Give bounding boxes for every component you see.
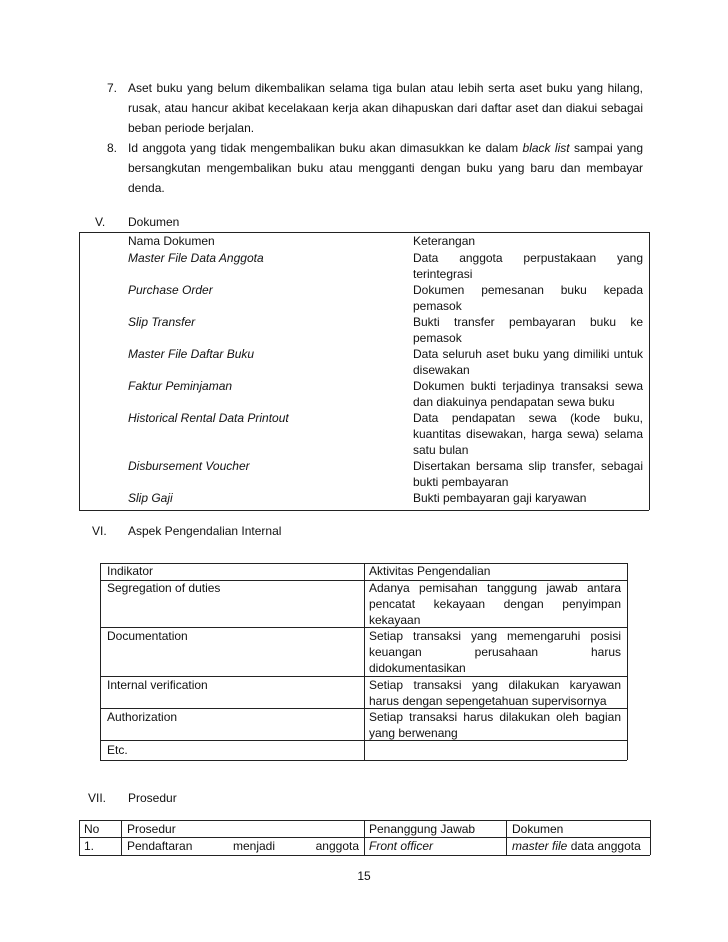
control-activity: Setiap transaksi harus dilakukan oleh bagian <box>369 710 621 724</box>
list-item-text-line: rusak, atau hancur akibat kecelakaan kerja akan dihapuskan dari daftar aset dan diakui sebagai <box>128 101 643 115</box>
indicator: Internal verification <box>107 678 208 692</box>
list-number: 8. <box>107 141 118 155</box>
document-desc: Data seluruh aset buku yang dimiliki untuk <box>413 347 643 361</box>
indicator: Authorization <box>107 710 178 724</box>
section-title: Prosedur <box>128 791 177 805</box>
document-name: Master File Daftar Buku <box>128 347 255 361</box>
document-name: Disbursement Voucher <box>128 459 250 473</box>
document-desc: Dokumen bukti terjadinya transaksi sewa <box>413 379 643 393</box>
document-desc: pemasok <box>413 331 462 345</box>
document-desc: Bukti transfer pembayaran buku ke <box>413 315 643 329</box>
table-header-responsible: Penanggung Jawab <box>369 822 476 836</box>
control-activity: Setiap transaksi yang memengaruhi posisi <box>369 629 621 643</box>
document-name: Master File Data Anggota <box>128 251 264 265</box>
document-name: Historical Rental Data Printout <box>128 411 289 425</box>
procedure-no: 1. <box>84 839 95 853</box>
document-desc: Dokumen pemesanan buku kepada <box>413 283 643 297</box>
table-header-desc: Keterangan <box>413 234 476 248</box>
procedure-name: Pendaftaran menjadi anggota <box>127 839 359 853</box>
list-item-text-line: beban periode berjalan. <box>128 121 255 135</box>
section-number: VI. <box>92 524 107 538</box>
document-desc: Data anggota perpustakaan yang <box>413 251 643 265</box>
table-header-procedure: Prosedur <box>127 822 176 836</box>
control-activity: kekayaan <box>369 613 421 627</box>
table-header-indicator: Indikator <box>107 564 154 578</box>
document-name: Slip Gaji <box>128 491 173 505</box>
page-number: 15 <box>357 869 371 883</box>
procedure-responsible: Front officer <box>369 839 434 853</box>
indicator: Segregation of duties <box>107 581 221 595</box>
section-number: VII. <box>88 791 107 805</box>
document-desc: disewakan <box>413 363 470 377</box>
list-item-text-line: Id anggota yang tidak mengembalikan buku akan dimasukkan ke dalam black list sampai yang <box>128 141 644 155</box>
control-activity: harus dengan sepengetahuan supervisornya <box>369 694 607 708</box>
table-header-name: Nama Dokumen <box>128 234 215 248</box>
document-desc: satu bulan <box>413 443 469 457</box>
table-header-activity: Aktivitas Pengendalian <box>369 564 491 578</box>
document-desc: Bukti pembayaran gaji karyawan <box>413 491 587 505</box>
list-item-text-line: Aset buku yang belum dikembalikan selama tiga bulan atau lebih serta aset buku yang hilang, <box>128 81 643 95</box>
control-activity: pencatat kekayaan dengan penyimpan <box>369 597 621 611</box>
table-header-document: Dokumen <box>512 822 564 836</box>
indicator: Etc. <box>107 743 128 757</box>
control-activity: yang berwenang <box>369 726 458 740</box>
indicator: Documentation <box>107 629 188 643</box>
document-desc: Disertakan bersama slip transfer, sebagai <box>413 459 643 473</box>
document-name: Faktur Peminjaman <box>128 379 233 393</box>
emphasis-text: black list <box>522 141 570 155</box>
document-desc: terintegrasi <box>413 267 473 281</box>
document-name: Slip Transfer <box>128 315 196 329</box>
list-item-text-line: bersangkutan mengembalikan buku atau mengganti dengan buku yang baru dan membayar <box>128 161 643 175</box>
section-title: Aspek Pengendalian Internal <box>128 524 282 538</box>
control-activity: keuangan perusahaan harus <box>369 645 621 659</box>
document-desc: pemasok <box>413 299 462 313</box>
document-name: Purchase Order <box>128 283 213 297</box>
document-desc: kuantitas disewakan, harga sewa) selama <box>413 427 643 441</box>
list-item-text-line: denda. <box>128 181 165 195</box>
control-activity: Setiap transaksi yang dilakukan karyawan <box>369 678 621 692</box>
section-title: Dokumen <box>128 215 180 229</box>
control-activity: Adanya pemisahan tanggung jawab antara <box>369 581 621 595</box>
document-desc: dan diakuinya pendapatan sewa buku <box>413 395 615 409</box>
table-header-no: No <box>84 822 100 836</box>
document-desc: Data pendapatan sewa (kode buku, <box>413 411 643 425</box>
control-activity: didokumentasikan <box>369 661 466 675</box>
list-number: 7. <box>107 81 118 95</box>
procedure-document: master file data anggota <box>512 839 641 853</box>
section-number: V. <box>95 215 106 229</box>
document-desc: bukti pembayaran <box>413 475 509 489</box>
